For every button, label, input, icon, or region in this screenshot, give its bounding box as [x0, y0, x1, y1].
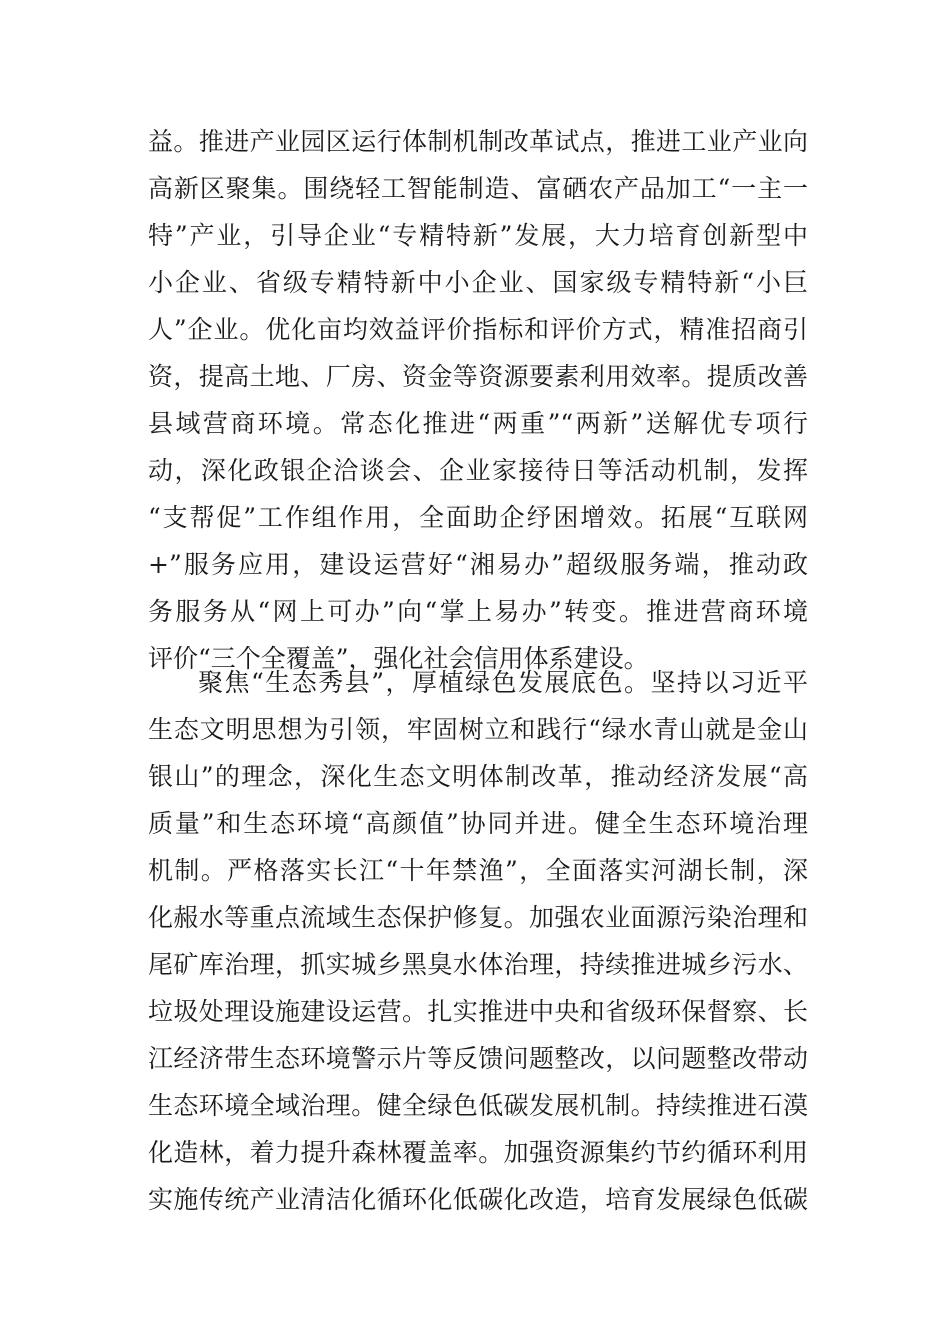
text-line: +”服务应用，建设运营好“湘易办”超级服务端，推动政 — [148, 550, 808, 579]
text-line: “支帮促”工作组作用，全面助企纾困增效。拓展“互联网 — [148, 503, 808, 532]
paragraph-business-environment — [148, 118, 808, 682]
text-line: 垃圾处理设施建设运营。扎实推进中央和省级环保督察、长 — [148, 997, 808, 1026]
text-line: 生态文明思想为引领，牢固树立和践行“绿水青山就是金山 — [148, 715, 808, 744]
text-line: 质量”和生态环境“高颜值”协同并进。健全生态环境治理 — [148, 809, 808, 838]
text-line: 动，深化政银企洽谈会、企业家接待日等活动机制，发挥 — [148, 456, 808, 485]
text-line: 江经济带生态环境警示片等反馈问题整改，以问题整改带动 — [148, 1044, 808, 1073]
text-line: 尾矿库治理，抓实城乡黑臭水体治理，持续推进城乡污水、 — [148, 950, 808, 979]
text-line: 务服务从“网上可办”向“掌上易办”转变。推进营商环境 — [148, 597, 808, 626]
text-line: 益。推进产业园区运行体制机制改革试点，推进工业产业向 — [148, 127, 808, 156]
text-line: 机制。严格落实长江“十年禁渔”，全面落实河湖长制，深 — [148, 856, 808, 885]
text-line: 聚焦“生态秀县”，厚植绿色发展底色。坚持以习近平 — [198, 668, 808, 697]
text-line: 高新区聚集。围绕轻工智能制造、富硒农产品加工“一主一 — [148, 174, 808, 203]
text-line: 评价“三个全覆盖”，强化社会信用体系建设。 — [148, 644, 649, 673]
text-line: 县域营商环境。常态化推进“两重”“两新”送解优专项行 — [148, 409, 808, 438]
text-line: 资，提高土地、厂房、资金等资源要素利用效率。提质改善 — [148, 362, 808, 391]
text-line: 银山”的理念，深化生态文明体制改革，推动经济发展“高 — [148, 762, 808, 791]
paragraph-ecological-county — [148, 659, 808, 1223]
text-line: 生态环境全域治理。健全绿色低碳发展机制。持续推进石漠 — [148, 1091, 808, 1120]
text-line: 人”企业。优化亩均效益评价指标和评价方式，精准招商引 — [148, 315, 808, 344]
text-line: 实施传统产业清洁化循环化低碳化改造，培育发展绿色低碳 — [148, 1185, 808, 1214]
text-line: 特”产业，引导企业“专精特新”发展，大力培育创新型中 — [148, 221, 808, 250]
text-line: 化赧水等重点流域生态保护修复。加强农业面源污染治理和 — [148, 903, 808, 932]
text-line: 化造林，着力提升森林覆盖率。加强资源集约节约循环利用 — [148, 1138, 808, 1167]
text-line: 小企业、省级专精特新中小企业、国家级专精特新“小巨 — [148, 268, 808, 297]
